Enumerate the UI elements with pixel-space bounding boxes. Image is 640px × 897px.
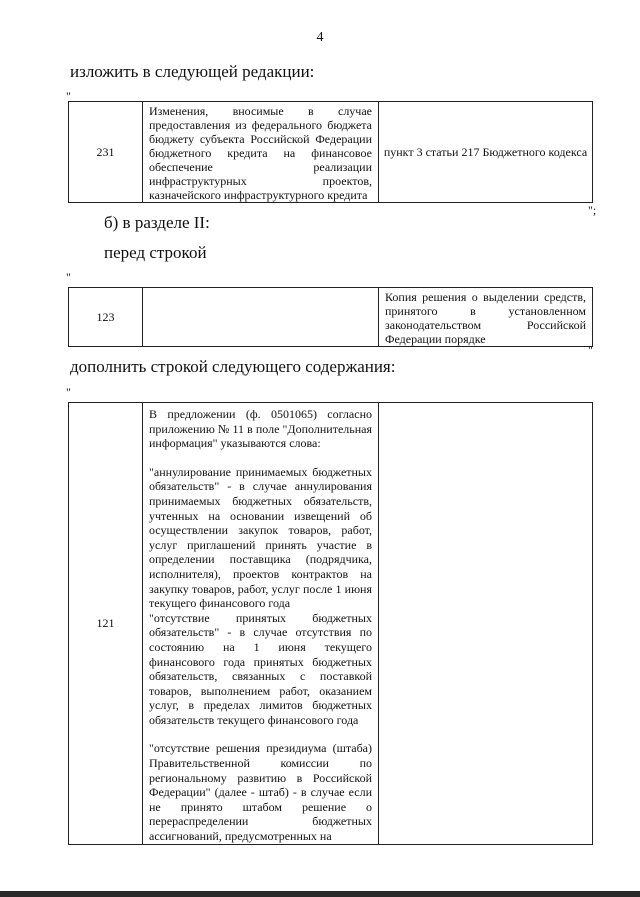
row-number: 121 xyxy=(69,403,143,845)
table-row xyxy=(69,403,593,845)
row-basis: Копия решения о выделении средств, принятого в установленном законодательством Российской Федерации порядке xyxy=(379,288,593,347)
quote-open-3: " xyxy=(66,385,71,399)
table-row xyxy=(69,102,593,203)
row-basis: пункт 3 статьи 217 Бюджетного кодекса xyxy=(379,102,593,203)
quote-open-2: " xyxy=(66,270,71,284)
quote-close-1: "; xyxy=(588,203,597,217)
row-description: Изменения, вносимые в случае предоставления из федерального бюджета бюджету субъекта Российской Федерации бюджетного кредита на финансовое обеспечение реализации инфраструктурных проектов, казначейского инфраструктурного кредита xyxy=(143,102,379,203)
paragraph-2: "аннулирование принимаемых бюджетных обязательств" - в случае аннулирования принимаемых бюджетных обязательств, учтенных на основании извещений об осуществлении закупок товаров, работ, услуг приглашений принять участие в определении поставщика (подрядчика, исполнителя), проектов контрактов на закупку товаров, работ, услуг после 1 июня текущего финансового года xyxy=(149,464,372,611)
table-row xyxy=(69,288,593,347)
row-number: 231 xyxy=(69,102,143,203)
row-basis xyxy=(379,403,593,845)
row-description xyxy=(143,288,379,347)
add-line-text: дополнить строкой следующего содержания: xyxy=(70,357,396,376)
table-231 xyxy=(68,101,593,203)
paragraph-1: В предложении (ф. 0501065) согласно приложению № 11 в поле "Дополнительная информация" указываются слова: xyxy=(149,407,372,451)
paragraph-4: "отсутствие решения президиума (штаба) Правительственной комиссии по региональному развитию в Российской Федерации" (далее - штаб) - в случае если не принято штабом решение о перераспределении бюджетных ассигнований, предусмотренных на xyxy=(149,741,372,844)
intro-text: изложить в следующей редакции: xyxy=(70,62,315,81)
scan-bottom-edge xyxy=(0,891,640,897)
page-number: 4 xyxy=(316,30,324,45)
table-121 xyxy=(68,402,593,845)
row-number: 123 xyxy=(69,288,143,347)
row-description xyxy=(143,403,379,845)
quote-open-1: " xyxy=(66,89,71,103)
quote-close-2: " xyxy=(588,343,593,357)
table-123 xyxy=(68,287,593,347)
before-line-text: перед строкой xyxy=(104,243,207,262)
section-b-heading: б) в разделе II: xyxy=(104,213,210,232)
paragraph-3: "отсутствие принятых бюджетных обязательств" - в случае отсутствия по состоянию на 1 июня текущего финансового года принятых бюджетных обязательств, связанных с поставкой товаров, выполнением работ, оказанием услуг, в пределах лимитов бюджетных обязательств текущего финансового года xyxy=(149,610,372,727)
